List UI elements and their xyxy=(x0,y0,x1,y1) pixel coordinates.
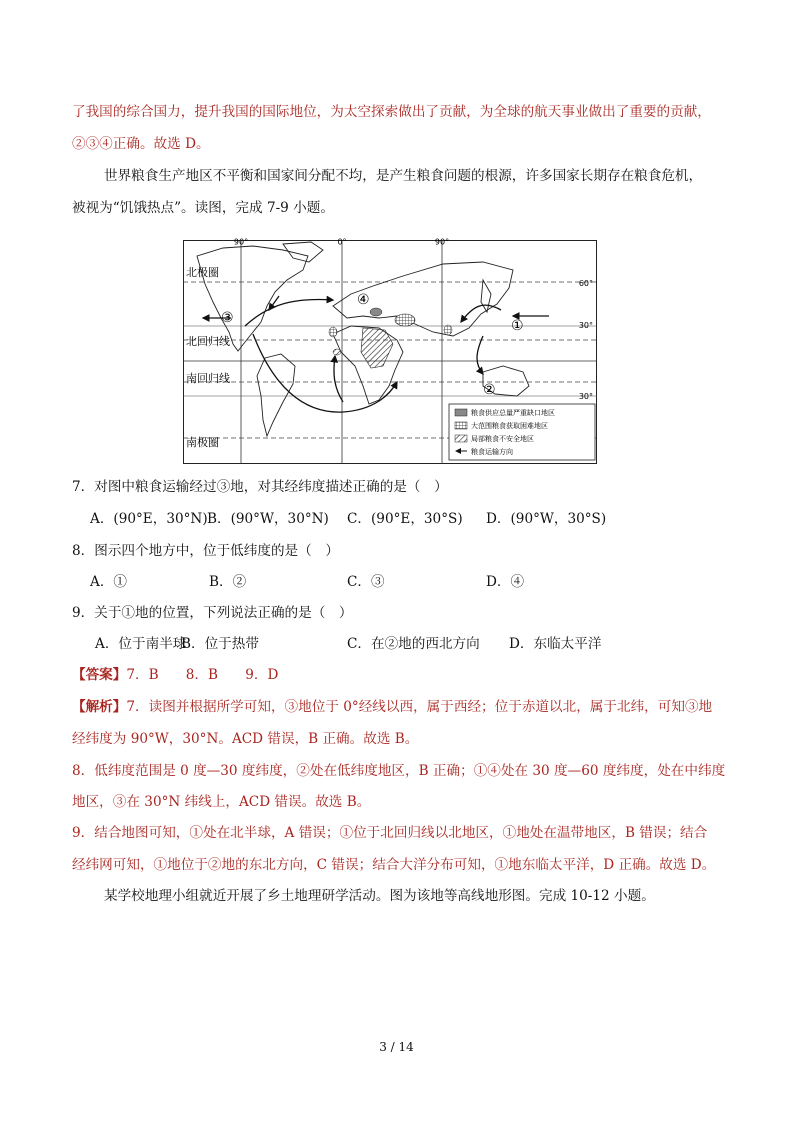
analysis-text-1: 7．读图并根据所学可知，③地位于 0°经线以西，属于西经；位于赤道以北，属于北纬，可知③地 xyxy=(126,699,713,715)
page-number: 3 / 14 xyxy=(379,1040,414,1054)
legend-swatch-access xyxy=(455,422,467,429)
lon-label-90e: 90° xyxy=(434,237,450,247)
q9-option-a: A．位于南半球 xyxy=(95,636,187,652)
legend-text-direction: 粮食运输方向 xyxy=(471,448,513,456)
marker-1: ① xyxy=(511,318,524,334)
legend-text-shortage: 粮食供应总量严重缺口地区 xyxy=(471,409,555,417)
analysis-line-1 xyxy=(72,698,712,716)
world-food-map xyxy=(183,236,597,464)
lat-label-30n: 30° xyxy=(578,321,593,330)
grid-region-2 xyxy=(444,325,452,335)
q9-option-c: C．在②地的西北方向 xyxy=(347,636,480,652)
zone-label-arctic-circle: 北极圈 xyxy=(186,266,219,279)
answer-text: 7．B 8．B 9．D xyxy=(126,667,279,683)
continuation-line-2: ②③④正确。故选 D。 xyxy=(72,136,210,152)
analysis-line-2: 经纬度为 90°W，30°N。ACD 错误，B 正确。故选 B。 xyxy=(72,731,419,747)
answer-line xyxy=(72,666,278,684)
q8-option-d: D．④ xyxy=(486,574,525,590)
middle-east-grid-region xyxy=(395,314,415,326)
grid-region-3 xyxy=(329,327,337,337)
zone-label-tropic-capricorn: 南回归线 xyxy=(186,372,230,385)
q7-option-a: A．(90°E，30°N) xyxy=(90,511,208,527)
hatched-region-west-africa xyxy=(333,349,341,355)
intro-line-1: 世界粮食生产地区不平衡和国家间分配不均，是产生粮食问题的根源，许多国家长期存在粮食危机， xyxy=(104,168,703,184)
lon-label-90w: 90° xyxy=(233,237,249,247)
q8-option-a: A．① xyxy=(90,574,128,590)
q7-option-c: C．(90°E，30°S) xyxy=(347,511,463,527)
intro-line-2: 被视为“饥饿热点”。读图，完成 7-9 小题。 xyxy=(72,200,334,216)
continuation-line-1: 了我国的综合国力，提升我国的国际地位，为太空探索做出了贡献，为全球的航天事业做出了重要的贡献， xyxy=(72,104,711,120)
question-8-stem: 8．图示四个地方中，位于低纬度的是（ ） xyxy=(72,543,339,559)
question-9-stem: 9．关于①地的位置，下列说法正确的是（ ） xyxy=(72,605,353,621)
analysis-label: 【解析】 xyxy=(72,699,127,715)
analysis-line-5: 9．结合地图可知，①处在北半球，A 错误；①位于北回归线以北地区，①地处在温带地区，B 错误；结合 xyxy=(72,825,708,841)
q8-option-c: C．③ xyxy=(347,574,385,590)
analysis-line-6: 经纬网可知，①地位于②地的东北方向，C 错误；结合大洋分布可知，①地东临太平洋，D 正确。故选 D。 xyxy=(72,857,716,873)
legend-text-insecure: 局部粮食不安全地区 xyxy=(471,435,534,443)
lat-label-60n: 60° xyxy=(578,279,593,288)
legend-swatch-shortage xyxy=(455,409,467,416)
lat-label-30s: 30° xyxy=(578,392,593,401)
answer-label: 【答案】 xyxy=(72,667,127,683)
marker-4: ④ xyxy=(357,292,370,308)
q7-option-d: D．(90°W，30°S) xyxy=(486,511,607,527)
legend-text-access: 大范围粮食获取困难地区 xyxy=(471,422,548,430)
marker-3: ③ xyxy=(221,310,234,326)
zone-label-antarctic-circle: 南极圈 xyxy=(186,436,219,449)
q8-option-b: B．② xyxy=(209,574,247,590)
question-7-stem: 7．对图中粮食运输经过③地，对其经纬度描述正确的是（ ） xyxy=(72,479,448,495)
legend-swatch-insecure xyxy=(455,435,467,442)
analysis-line-4: 地区，③在 30°N 纬线上，ACD 错误。故选 B。 xyxy=(72,794,371,810)
marker-2: ② xyxy=(483,382,496,398)
analysis-line-3: 8．低纬度范围是 0 度—30 度纬度，②处在低纬度地区，B 正确；①④处在 30 度—60 度纬度，处在中纬度 xyxy=(72,763,726,779)
q9-option-b: B．位于热带 xyxy=(181,636,259,652)
map-legend xyxy=(449,404,595,460)
q9-option-d: D．东临太平洋 xyxy=(509,636,602,652)
q7-option-b: B．(90°W，30°N) xyxy=(207,511,329,527)
zone-label-tropic-cancer: 北回归线 xyxy=(186,335,230,348)
lon-label-0: 0° xyxy=(337,237,347,247)
gray-region-1 xyxy=(370,308,382,316)
next-section-intro: 某学校地理小组就近开展了乡土地理研学活动。图为该地等高线地形图。完成 10-12 小题。 xyxy=(104,888,655,904)
